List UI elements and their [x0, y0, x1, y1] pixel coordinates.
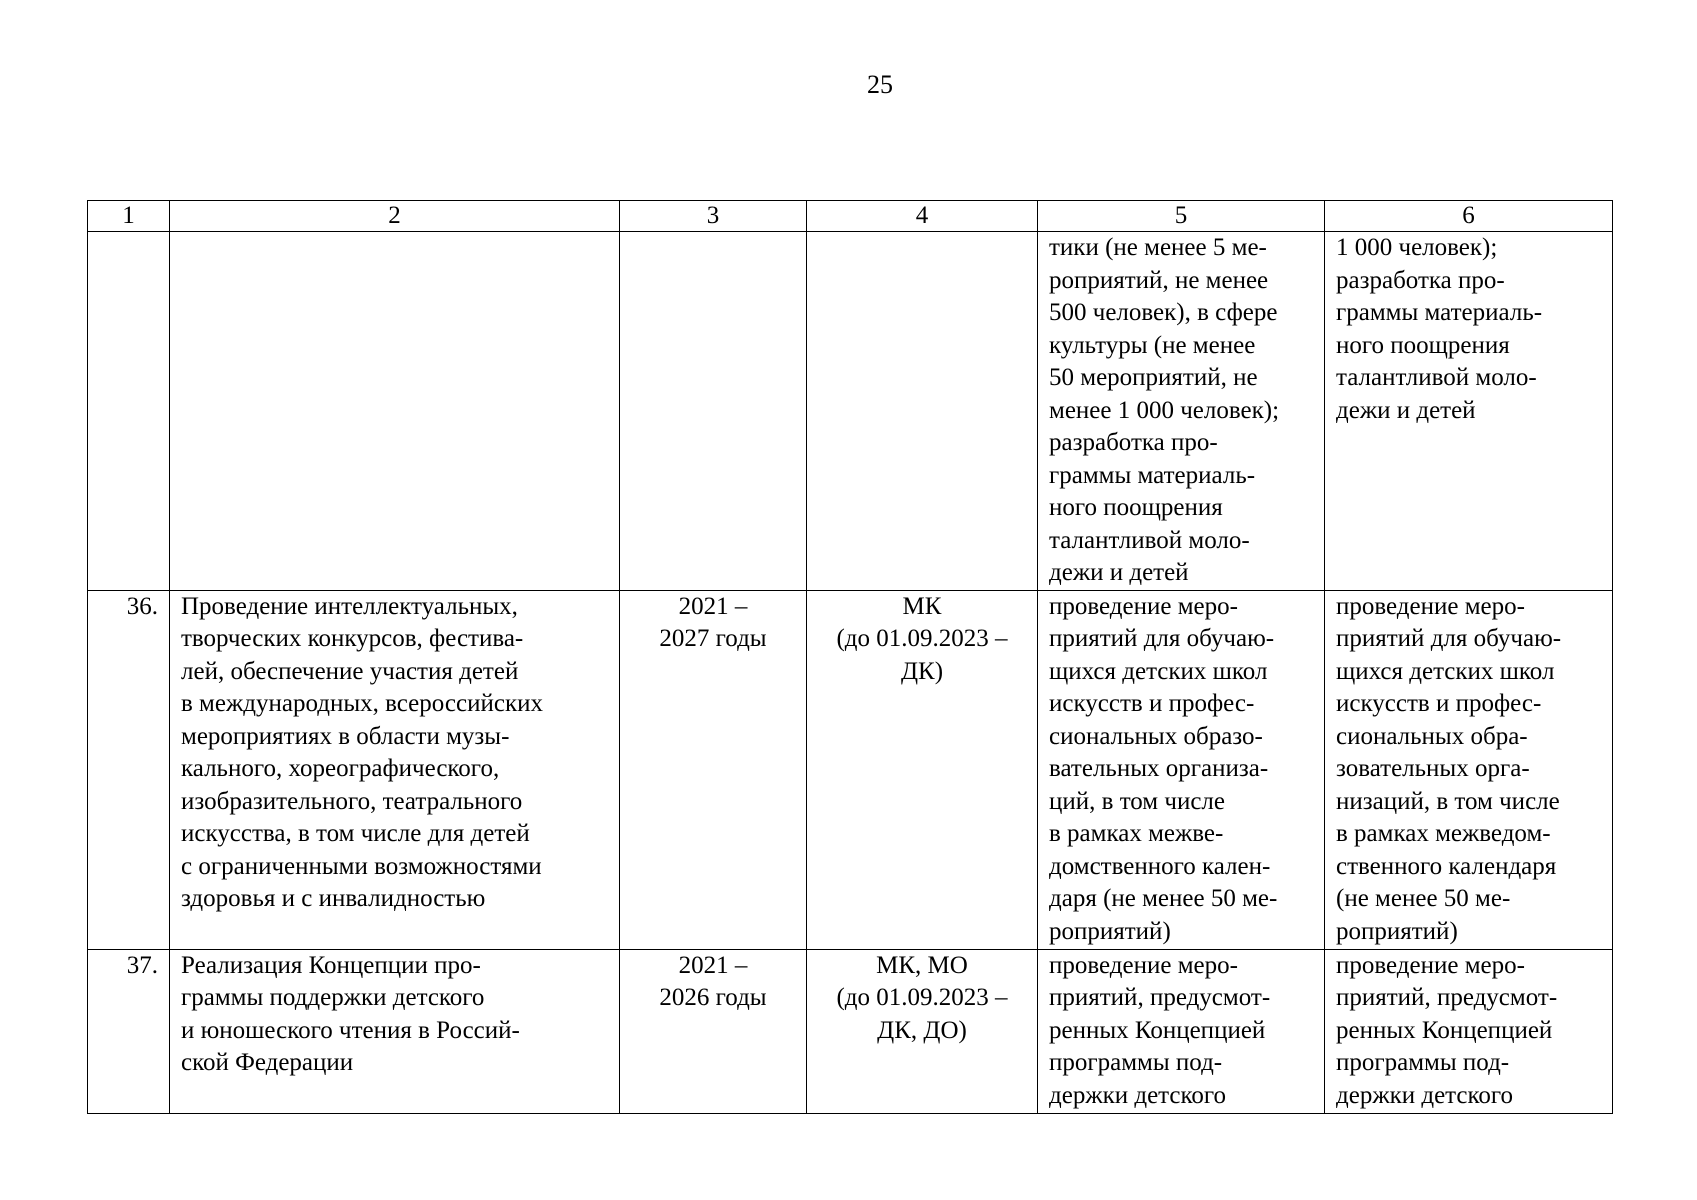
result-col-6: проведение меро- приятий для обучаю- щихся детских школ искусств и профес- сиональных обра- зовательных орга- низаций, в том числе в рамках межведом- ственного календаря (не менее 50 ме- роприятий): [1325, 590, 1613, 949]
result-col-6: проведение меро- приятий, предусмот- ренных Концепцией программы под- держки детского: [1325, 949, 1613, 1113]
header-col-1: 1: [88, 201, 170, 232]
period: 2021 – 2027 годы: [620, 590, 807, 949]
table-header-row: [88, 201, 1613, 232]
header-col-3: 3: [620, 201, 807, 232]
table-row: [88, 232, 1613, 591]
header-col-6: 6: [1325, 201, 1613, 232]
page-number: 25: [867, 70, 893, 99]
program-table: [87, 200, 1613, 1114]
event-name: [170, 232, 620, 591]
header-col-2: 2: [170, 201, 620, 232]
table-row: [88, 590, 1613, 949]
period: [620, 232, 807, 591]
event-name: Реализация Концепции про- граммы поддержки детского и юношеского чтения в Россий- ской Федерации: [170, 949, 620, 1113]
row-number: 37.: [88, 949, 170, 1113]
header-col-5: 5: [1038, 201, 1325, 232]
result-col-5: проведение меро- приятий, предусмот- ренных Концепцией программы под- держки детского: [1038, 949, 1325, 1113]
header-col-4: 4: [807, 201, 1038, 232]
executor: МК, МО (до 01.09.2023 – ДК, ДО): [807, 949, 1038, 1113]
result-col-5: проведение меро- приятий для обучаю- щихся детских школ искусств и профес- сиональных образо- вательных организа- ций, в том числе в рамках межве- домственного кален- даря (не менее 50 ме- роприятий): [1038, 590, 1325, 949]
event-name: Проведение интеллектуальных, творческих конкурсов, фестива- лей, обеспечение участия детей в международных, всероссийских мероприятиях в области музы- кального, хореографического, изобразительного, театрального искусства, в том числе для детей с ограниченными возможностями здоровья и с инвалидностью: [170, 590, 620, 949]
row-number: 36.: [88, 590, 170, 949]
period: 2021 – 2026 годы: [620, 949, 807, 1113]
table-row: [88, 949, 1613, 1113]
result-col-6: 1 000 человек); разработка про- граммы материаль- ного поощрения талантливой моло- дежи и детей: [1325, 232, 1613, 591]
row-number: [88, 232, 170, 591]
executor: МК (до 01.09.2023 – ДК): [807, 590, 1038, 949]
result-col-5: тики (не менее 5 ме- роприятий, не менее 500 человек), в сфере культуры (не менее 50 мероприятий, не менее 1 000 человек); разработка про- граммы материаль- ного поощрения талантливой моло- дежи и детей: [1038, 232, 1325, 591]
executor: [807, 232, 1038, 591]
